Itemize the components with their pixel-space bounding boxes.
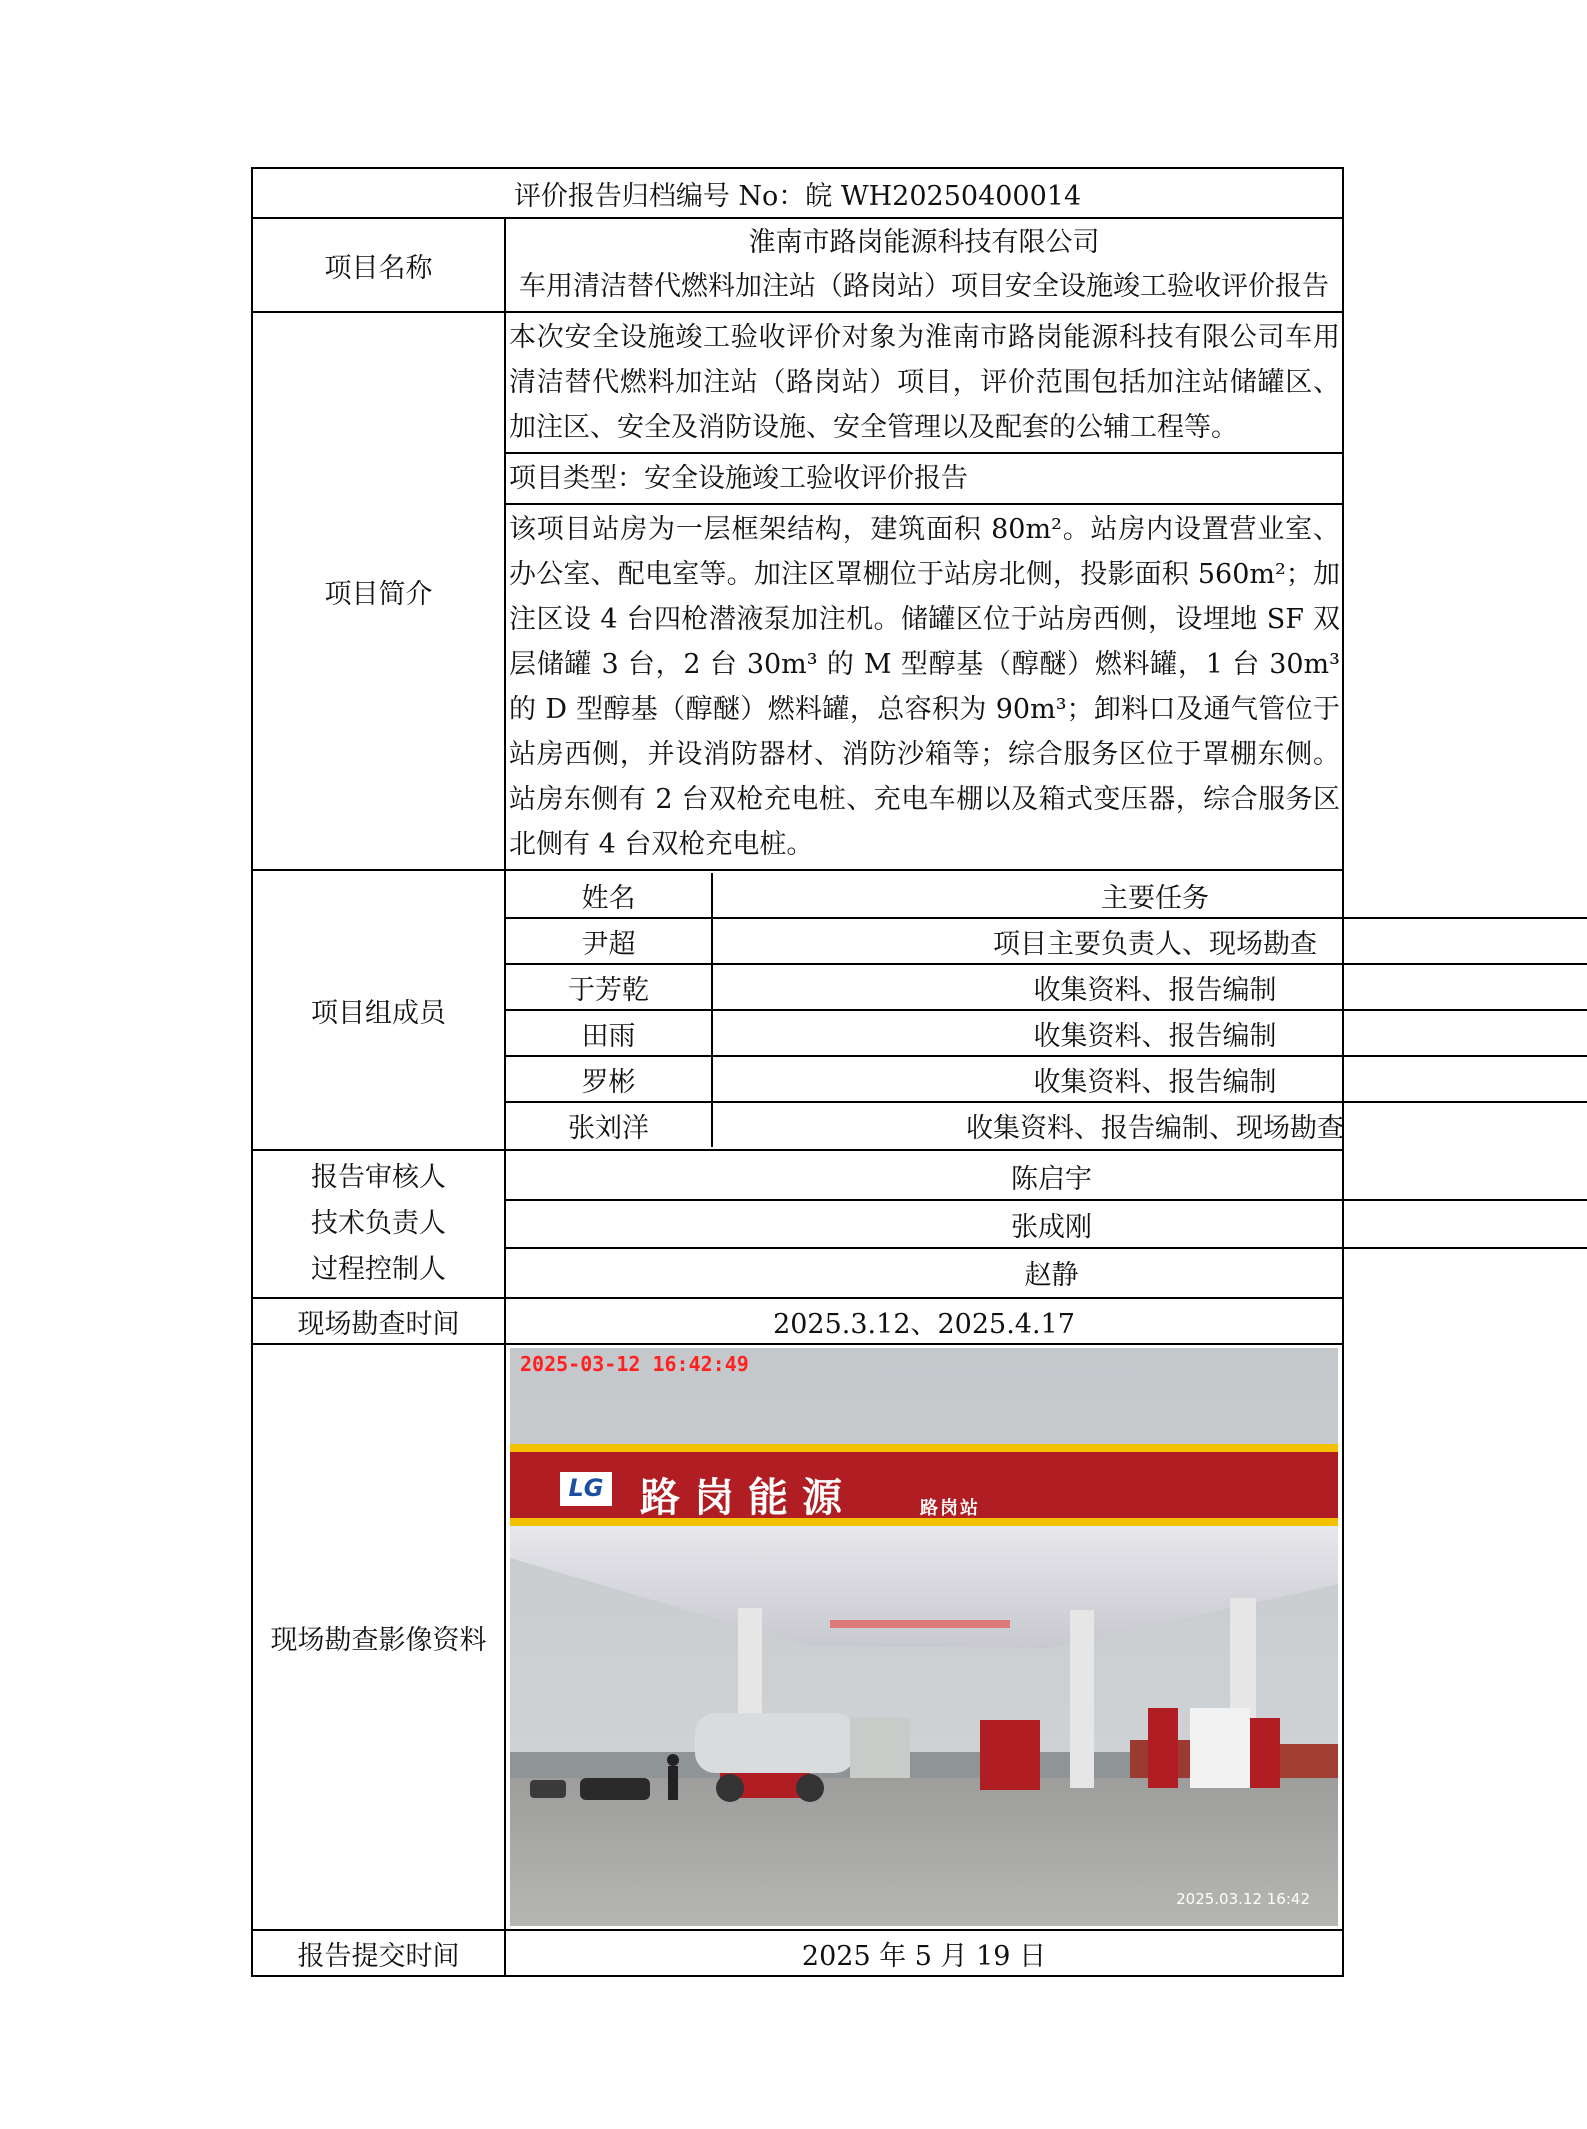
photo-timestamp-bottom: 2025.03.12 16:42: [1176, 1890, 1310, 1908]
project-name-value: [505, 218, 1343, 312]
members-header-name: 姓名: [506, 873, 712, 918]
member-name: 于芳乾: [506, 964, 712, 1010]
reviewer-names: [505, 1150, 1343, 1298]
table-row: [506, 964, 1587, 1010]
member-name: 罗彬: [506, 1056, 712, 1102]
tech-name: 张成刚: [506, 1200, 1587, 1248]
photo-label: 现场勘查影像资料: [252, 1344, 505, 1930]
member-task: 收集资料、报告编制: [712, 1010, 1587, 1056]
brand-logo: LG: [568, 1474, 604, 1502]
member-name: 张刘洋: [506, 1102, 712, 1147]
members-cell: [505, 870, 1343, 1150]
gas-station-illustration: [510, 1348, 1338, 1926]
project-name-label: 项目名称: [252, 218, 505, 312]
member-name: 田雨: [506, 1010, 712, 1056]
photo-timestamp-top: 2025-03-12 16:42:49: [520, 1352, 749, 1376]
member-task: 收集资料、报告编制: [712, 1056, 1587, 1102]
tech-label: 技术负责人: [311, 1208, 446, 1239]
brand-name: 路岗能源: [640, 1475, 856, 1521]
table-row: [506, 918, 1587, 964]
member-task: 收集资料、报告编制: [712, 964, 1587, 1010]
project-name-line1: 淮南市路岗能源科技有限公司: [748, 227, 1100, 258]
submit-time-value: 2025 年 5 月 19 日: [505, 1930, 1343, 1976]
members-label: 项目组成员: [252, 870, 505, 1150]
member-task: 收集资料、报告编制、现场勘查: [712, 1102, 1587, 1147]
members-header-task: 主要任务: [712, 873, 1587, 918]
station-name: 路岗站: [920, 1498, 980, 1519]
project-description-text: 该项目站房为一层框架结构，建筑面积 80m²。站房内设置营业室、办公室、配电室等。加注区罩棚位于站房北侧，投影面积 560m²；加注区设 4 台四枪潜液泵加注机。储罐区位于站房西侧，设埋地 SF 双层储罐 3 台，2 台 30m³ 的 M 型醇基（醇醚）燃料罐，1 台 30m³ 的 D 型醇基（醇醚）燃料罐，总容积为 90m³；卸料口及通气管位于站房西侧，并设消防器材、消防沙箱等；综合服务区位于罩棚东侧。站房东侧有 2 台双枪充电桩、充电车棚以及箱式变压器，综合服务区北侧有 4 台双枪充电桩。: [505, 504, 1343, 870]
yellow-stripe: [510, 1444, 1338, 1452]
members-table: [506, 873, 1587, 1147]
project-scope-text: 本次安全设施竣工验收评价对象为淮南市路岗能源科技有限公司车用清洁替代燃料加注站（路岗站）项目，评价范围包括加注站储罐区、加注区、安全及消防设施、安全管理以及配套的公辅工程等。: [505, 312, 1343, 453]
review-label: 报告审核人: [311, 1162, 446, 1193]
table-row: [506, 1056, 1587, 1102]
table-row: [506, 1102, 1587, 1147]
photo-cell: [505, 1344, 1343, 1930]
review-name: 陈启宇: [506, 1153, 1587, 1200]
submit-time-label: 报告提交时间: [252, 1930, 505, 1976]
project-type-text: 项目类型：安全设施竣工验收评价报告: [505, 453, 1343, 504]
process-name: 赵静: [506, 1248, 1587, 1295]
process-label: 过程控制人: [311, 1254, 446, 1285]
table-row: [506, 1010, 1587, 1056]
project-intro-label: 项目简介: [252, 312, 505, 870]
reviewer-labels: [252, 1150, 505, 1298]
project-name-line2: 车用清洁替代燃料加注站（路岗站）项目安全设施竣工验收评价报告: [519, 271, 1329, 302]
survey-time-label: 现场勘查时间: [252, 1298, 505, 1344]
survey-time-value: 2025.3.12、2025.4.17: [505, 1298, 1343, 1344]
report-cover-table: [251, 167, 1344, 1972]
site-photo: [510, 1348, 1338, 1926]
member-name: 尹超: [506, 918, 712, 964]
member-task: 项目主要负责人、现场勘查: [712, 918, 1587, 964]
archive-number: 评价报告归档编号 No：皖 WH20250400014: [252, 168, 1343, 218]
